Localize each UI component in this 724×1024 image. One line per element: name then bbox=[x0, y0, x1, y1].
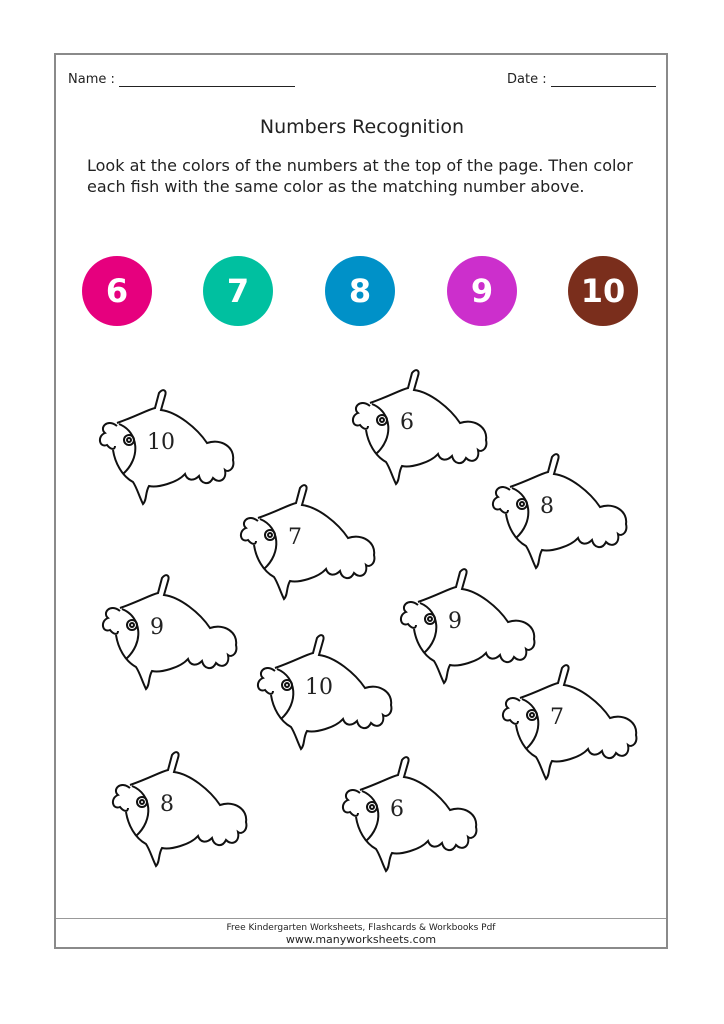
fish-number: 9 bbox=[448, 609, 462, 634]
footer-url[interactable]: www.manyworksheets.com bbox=[285, 933, 437, 946]
number-circle-8 bbox=[325, 256, 395, 326]
fish-outline-icon bbox=[490, 452, 630, 572]
number-label: 7 bbox=[226, 272, 250, 310]
name-field[interactable] bbox=[68, 72, 295, 87]
page-title: Numbers Recognition bbox=[259, 116, 465, 138]
fish-number: 6 bbox=[390, 797, 404, 822]
fish-number: 10 bbox=[305, 675, 333, 700]
fish-9[interactable] bbox=[110, 750, 250, 870]
fish-outline-icon bbox=[500, 663, 640, 783]
fish-number: 8 bbox=[540, 494, 554, 519]
number-label: 10 bbox=[580, 272, 626, 310]
fish-number: 7 bbox=[288, 525, 302, 550]
date-label: Date : bbox=[507, 72, 547, 87]
fish-outline-icon bbox=[238, 483, 378, 603]
date-field[interactable] bbox=[507, 72, 656, 87]
fish-outline-icon bbox=[350, 368, 490, 488]
fish-number: 9 bbox=[150, 615, 164, 640]
fish-number: 8 bbox=[160, 792, 174, 817]
footer bbox=[56, 918, 666, 945]
fish-number: 10 bbox=[147, 430, 175, 455]
fish-3[interactable] bbox=[490, 452, 630, 572]
fish-outline-icon bbox=[110, 750, 250, 870]
fish-5[interactable] bbox=[100, 573, 240, 693]
number-circle-9 bbox=[447, 256, 517, 326]
number-label: 8 bbox=[348, 272, 372, 310]
fish-number: 7 bbox=[550, 705, 564, 730]
instructions: Look at the colors of the numbers at the top of the page. Then color each fish with the same color as the matching number above. bbox=[87, 156, 633, 196]
name-label: Name : bbox=[68, 72, 115, 87]
fish-outline-icon bbox=[340, 755, 480, 875]
name-line bbox=[119, 72, 295, 87]
fish-4[interactable] bbox=[238, 483, 378, 603]
fish-outline-icon bbox=[100, 573, 240, 693]
fish-2[interactable] bbox=[350, 368, 490, 488]
fish-1[interactable] bbox=[97, 388, 237, 508]
fish-number: 6 bbox=[400, 410, 414, 435]
date-line bbox=[551, 72, 656, 87]
number-circle-10 bbox=[568, 256, 638, 326]
number-circle-6 bbox=[82, 256, 152, 326]
fish-10[interactable] bbox=[340, 755, 480, 875]
number-label: 9 bbox=[470, 272, 494, 310]
fish-7[interactable] bbox=[255, 633, 395, 753]
number-circle-7 bbox=[203, 256, 273, 326]
footer-text: Free Kindergarten Worksheets, Flashcards & Workbooks Pdf bbox=[226, 923, 496, 933]
number-label: 6 bbox=[105, 272, 129, 310]
fish-8[interactable] bbox=[500, 663, 640, 783]
